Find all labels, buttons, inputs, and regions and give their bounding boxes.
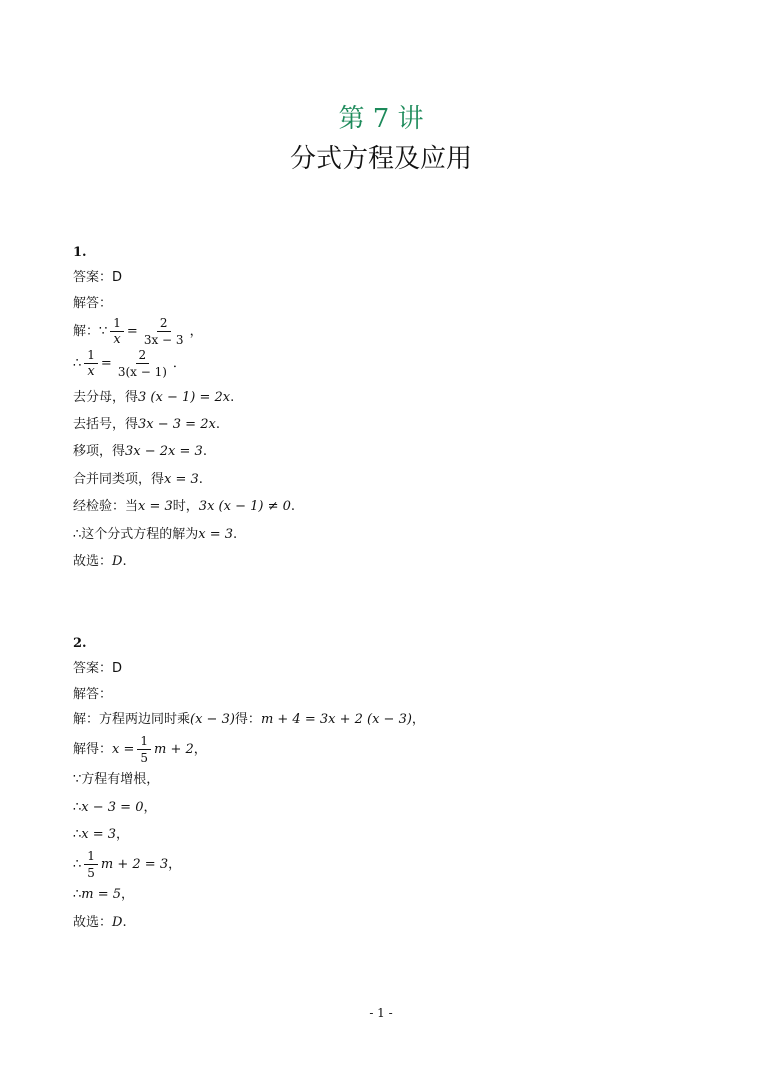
fraction	[141, 316, 187, 347]
question-1-line-6	[73, 472, 203, 488]
text: ∴	[73, 355, 82, 371]
text: 移项，得	[73, 444, 126, 459]
question-2-line-5	[73, 827, 129, 843]
fraction	[84, 849, 98, 880]
punctuation: ．	[172, 355, 186, 371]
question-2-line-8	[73, 915, 127, 931]
math: m + 2 = 3	[100, 856, 169, 872]
punctuation: ，	[143, 800, 157, 815]
punctuation: .	[122, 554, 127, 569]
text: 合并同类项，得	[73, 472, 165, 487]
text: 故选：	[73, 554, 113, 569]
text: 故选：	[73, 915, 113, 930]
punctuation: .	[290, 499, 296, 514]
page-number: - 1 -	[369, 1006, 393, 1020]
question-2-line-4	[73, 800, 157, 816]
math: D	[112, 554, 123, 569]
math: 3x − 3 = 2x	[138, 417, 216, 432]
question-1-line-7	[73, 499, 295, 515]
question-1-line-8	[73, 527, 237, 543]
text: 去括号，得	[73, 417, 139, 432]
math: (x − 3)	[190, 712, 235, 727]
numerator: 2	[157, 316, 171, 332]
fraction	[137, 734, 151, 765]
numerator: 1	[84, 849, 98, 865]
math: m + 4 = 3x + 2 (x − 3)	[260, 712, 412, 727]
math: x = 3	[164, 472, 199, 487]
punctuation: .	[215, 417, 220, 432]
question-1-line-1	[73, 316, 203, 347]
math: =	[100, 355, 112, 371]
text: 时，	[172, 499, 199, 514]
text: 经检验：当	[73, 499, 139, 514]
fraction	[115, 348, 170, 379]
math: x − 3 = 0	[81, 800, 144, 815]
question-1-line-3	[73, 390, 234, 406]
question-1-line-9	[73, 554, 127, 570]
question-2-line-3	[73, 772, 159, 788]
question-1-analysis-label: 解答：	[73, 296, 113, 311]
math: D	[112, 915, 123, 930]
math: 3x − 2x = 3	[125, 444, 203, 459]
punctuation: ，	[116, 827, 130, 842]
punctuation: .	[198, 472, 203, 487]
numerator: 1	[137, 734, 151, 750]
math: x = 3	[81, 827, 117, 842]
punctuation: ，	[168, 856, 182, 872]
punctuation: ，	[189, 323, 203, 339]
math: x =	[112, 741, 135, 757]
numerator: 1	[110, 316, 124, 332]
text: ∵方程有增根，	[73, 772, 160, 787]
math: =	[126, 323, 138, 339]
denominator: 5	[87, 866, 95, 880]
page-title: 分式方程及应用	[289, 144, 472, 174]
math: x = 3	[138, 499, 173, 514]
question-2-line-2	[73, 734, 207, 765]
question-2-line-7	[73, 887, 134, 903]
punctuation: .	[230, 390, 235, 405]
punctuation: .	[122, 915, 127, 930]
punctuation: ，	[121, 887, 135, 902]
question-2-analysis-label: 解答：	[73, 687, 113, 702]
question-1-line-5	[73, 444, 207, 460]
numerator: 2	[136, 348, 150, 364]
text: 解得：	[73, 741, 113, 757]
text: ∴	[73, 800, 82, 815]
text: ∴这个分式方程的解为	[73, 527, 199, 542]
numerator: 1	[84, 348, 98, 364]
fraction	[84, 348, 98, 379]
denominator: 3x − 3	[143, 333, 184, 347]
question-2-line-6	[73, 849, 181, 880]
text: ∴	[73, 887, 82, 902]
question-2-answer: 答案：D	[73, 661, 123, 676]
math: x = 3	[198, 527, 234, 542]
denominator: x	[87, 364, 95, 379]
text: ∴	[73, 827, 82, 842]
math: 3x (x − 1) ≠ 0	[198, 499, 291, 514]
text: ∴	[73, 856, 82, 872]
denominator: x	[113, 332, 121, 347]
text: 得：	[234, 712, 261, 727]
math: m + 2	[154, 741, 194, 757]
punctuation: ，	[193, 741, 207, 757]
question-2-line-1	[73, 712, 425, 728]
question-1-line-2	[73, 348, 186, 379]
denominator: 5	[140, 751, 149, 765]
question-1-line-4	[73, 417, 220, 433]
lecture-number: 第 7 讲	[338, 104, 424, 134]
denominator: 3(x − 1)	[117, 365, 167, 379]
question-2-number: 2.	[73, 636, 87, 651]
math: m = 5	[81, 887, 122, 902]
question-1-number: 1.	[73, 245, 87, 260]
math: 3 (x − 1) = 2x	[138, 390, 231, 405]
fraction	[110, 316, 124, 347]
text: 去分母，得	[73, 390, 139, 405]
question-1-answer: 答案：D	[73, 270, 123, 285]
punctuation: .	[202, 444, 207, 459]
text: 解：∵	[73, 323, 108, 339]
punctuation: .	[233, 527, 238, 542]
text: 解：方程两边同时乘	[73, 712, 191, 727]
punctuation: ，	[411, 712, 425, 727]
